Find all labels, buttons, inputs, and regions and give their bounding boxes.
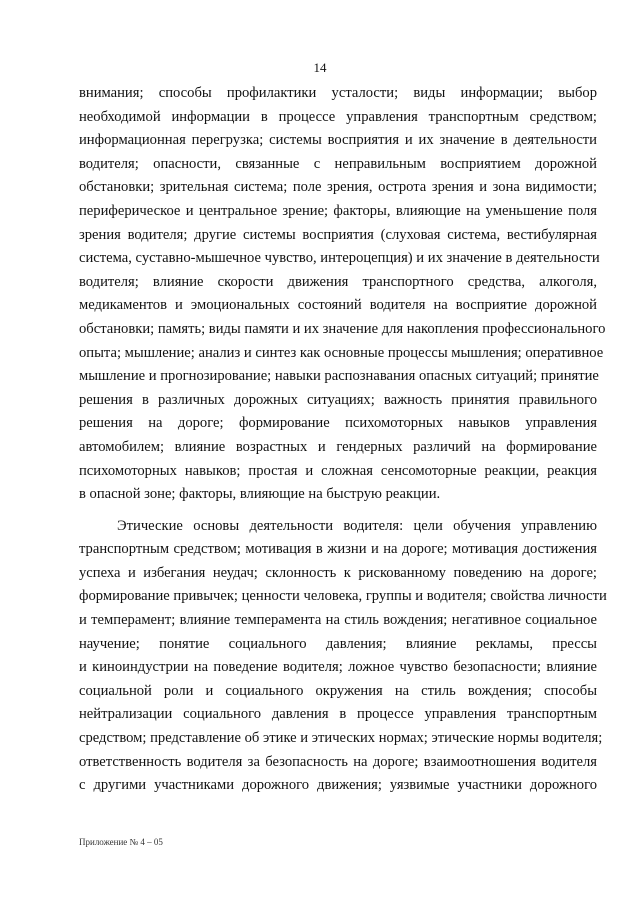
text-line: с другими участниками дорожного движения; уязвимые участники дорожного (79, 777, 597, 794)
text-line: периферическое и центральное зрение; факторы, влияющие на уменьшение поля (79, 202, 597, 219)
text-line: формирование привычек; ценности человека, группы и водителя; свойства личности (79, 588, 607, 605)
text-line: средством; представление об этике и этических нормах; этические нормы водителя; (79, 730, 603, 747)
text-line: и киноиндустрии на поведение водителя; ложное чувство безопасности; влияние (79, 659, 597, 676)
text-line: транспортным средством; мотивация в жизни и на дороге; мотивация достижения (79, 541, 597, 558)
paragraph-1 (79, 82, 606, 507)
text-line: медикаментов и эмоциональных состояний водителя на восприятие дорожной (79, 297, 597, 314)
text-line: решения на дороге; формирование психомоторных навыков управления (79, 415, 597, 432)
footer-appendix-label: Приложение № 4 – 05 (79, 837, 163, 847)
text-line: мышление и прогнозирование; навыки распознавания опасных ситуаций; принятие (79, 368, 599, 385)
text-line: научение; понятие социального давления; влияние рекламы, прессы (79, 635, 597, 652)
document-body (79, 82, 607, 798)
text-line: ответственность водителя за безопасность на дороге; взаимоотношения водителя (79, 753, 597, 770)
text-line: и темперамент; влияние темперамента на стиль вождения; негативное социальное (79, 612, 597, 629)
text-line: автомобилем; влияние возрастных и гендерных различий на формирование (79, 438, 597, 455)
text-line: успеха и избегания неудач; склонность к рискованному поведению на дороге; (79, 564, 597, 581)
text-line: система, суставно-мышечное чувство, интероцепция) и их значение в деятельности (79, 250, 600, 267)
text-line: психомоторных навыков; простая и сложная сенсомоторные реакции, реакция (79, 462, 597, 479)
text-line: Этические основы деятельности водителя: цели обучения управлению (117, 517, 597, 534)
text-line: информационная перегрузка; системы восприятия и их значение в деятельности (79, 132, 597, 149)
text-line: внимания; способы профилактики усталости; виды информации; выбор (79, 85, 597, 101)
text-line: нейтрализации социального давления в процессе управления транспортным (79, 706, 597, 723)
text-line: водителя; влияние скорости движения транспортного средства, алкоголя, (79, 273, 597, 290)
text-line: решения в различных дорожных ситуациях; важность принятия правильного (79, 391, 597, 408)
paragraph-2 (79, 515, 607, 798)
text-line: обстановки; память; виды памяти и их значение для накопления профессионального (79, 320, 606, 337)
text-line: обстановки; зрительная система; поле зрения, острота зрения и зона видимости; (79, 179, 597, 196)
text-line: опыта; мышление; анализ и синтез как основные процессы мышления; оперативное (79, 344, 604, 361)
text-line: зрения водителя; другие системы восприятия (слуховая система, вестибулярная (79, 226, 597, 243)
text-line: в опасной зоне; факторы, влияющие на быструю реакции. (79, 486, 441, 503)
text-line: водителя; опасности, связанные с неправильным восприятием дорожной (79, 155, 597, 172)
text-line: необходимой информации в процессе управления транспортным средством; (79, 108, 597, 125)
text-line: социальной роли и социального окружения на стиль вождения; способы (79, 682, 597, 699)
paragraph-gap (79, 507, 597, 515)
page-number: 14 (313, 60, 327, 75)
